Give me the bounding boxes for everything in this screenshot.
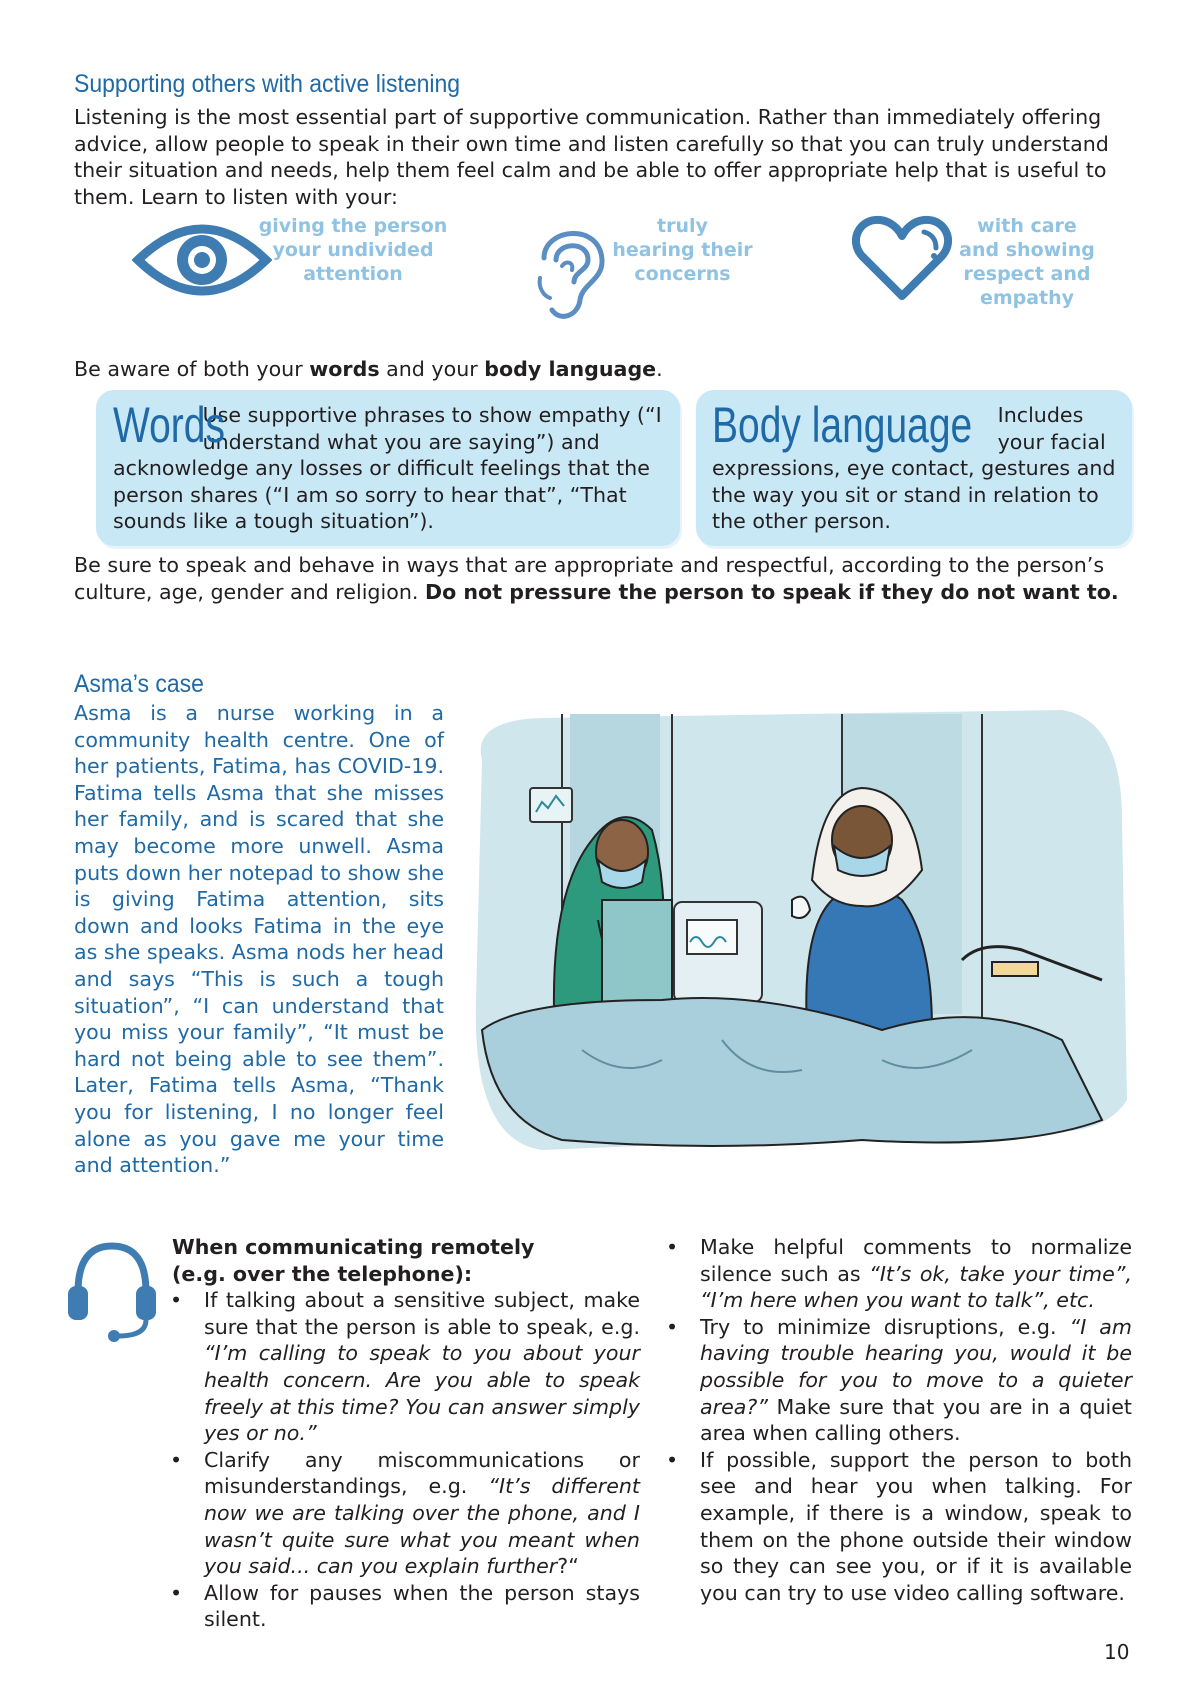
page-number: 10 [1104, 1640, 1130, 1664]
body-language-box [696, 390, 1132, 546]
headset-icon [66, 1236, 158, 1346]
aware-sentence: Be aware of both your words and your body language. [74, 357, 663, 381]
ear-caption: truly hearing their concerns [612, 215, 753, 285]
remote-heading: When communicating remotely (e.g. over the telephone): [172, 1235, 535, 1286]
eye-caption: giving the person your undivided attention [258, 215, 448, 285]
remote-right-column [664, 1234, 1132, 1606]
ear-icon [530, 218, 610, 324]
remote-bullet: • If talking about a sensitive subject, make sure that the person is able to speak, e.g. “I’m calling to speak to you about your health concern. Are you able to speak freely at this time? You can answer simply yes or no.” [168, 1287, 640, 1447]
heart-caption: with care and showing respect and empathy [959, 215, 1095, 309]
section-title: Supporting others with active listening [74, 70, 461, 98]
eye-icon [132, 212, 272, 308]
remote-bullet: • Allow for pauses when the person stays silent. [168, 1580, 640, 1633]
body-language-text: Includes your facial expressions, eye contact, gestures and the way you sit or stand in relation to the other person. [712, 403, 1116, 533]
remote-bullet: • Try to minimize disruptions, e.g. “I am having trouble hearing you, would it be possible for you to move to a quieter area?” Make sure that you are in a quiet area when calling others. [664, 1314, 1132, 1447]
remote-bullet: • Clarify any miscommunications or misunderstandings, e.g. “It’s different now we are talking over the phone, and I wasn’t quite sure what you meant when you said... can you explain further?“ [168, 1447, 640, 1580]
body-language-heading: Body language [712, 397, 973, 453]
nurse-patient-illustration [462, 700, 1132, 1160]
respect-paragraph: Be sure to speak and behave in ways that are appropriate and respectful, according to the person’s culture, age, gender and religion. Do not pressure the person to speak if they do not want to. [74, 553, 1119, 604]
intro-paragraph: Listening is the most essential part of supportive communication. Rather than immediately offering advice, allow people to speak in their own time and listen carefully so that you can truly understand their situation and needs, help them feel calm and be able to offer appropriate help that is useful to them. Learn to listen with your: [74, 105, 1109, 210]
heart-icon [852, 212, 952, 304]
remote-left-column [172, 1234, 640, 1633]
remote-bullet: • If possible, support the person to both see and hear you when talking. For example, if there is a window, speak to them on the phone outside their window so they can see you, or if it is available you can try to use video calling software. [664, 1447, 1132, 1607]
words-text: Use supportive phrases to show empathy (“I understand what you are saying”) and acknowledge any losses or difficult feelings that the person shares (“I am so sorry to hear that”, “That sounds like a tough situation”). [113, 403, 662, 533]
words-heading: Words [113, 397, 225, 453]
case-paragraph: Asma is a nurse working in a community health centre. One of her patients, Fatima, has COVID-19. Fatima tells Asma that she misses her family, and is scared that she may become more unwell. Asma puts down her notepad to show she is giving Fatima attention, sits down and looks Fatima in the eye as she speaks. Asma nods her head and says “This is such a tough situation”, “I can understand that you miss your family”, “It must be hard not being able to see them”. Later, Fatima tells Asma, “Thank you for listening, I no longer feel alone as you gave me your time and attention.” [74, 701, 444, 1178]
words-box [96, 390, 680, 546]
remote-bullet: • Make helpful comments to normalize silence such as “It’s ok, take your time”, “I’m here when you want to talk”, etc. [664, 1234, 1132, 1314]
case-title: Asma’s case [74, 670, 204, 698]
